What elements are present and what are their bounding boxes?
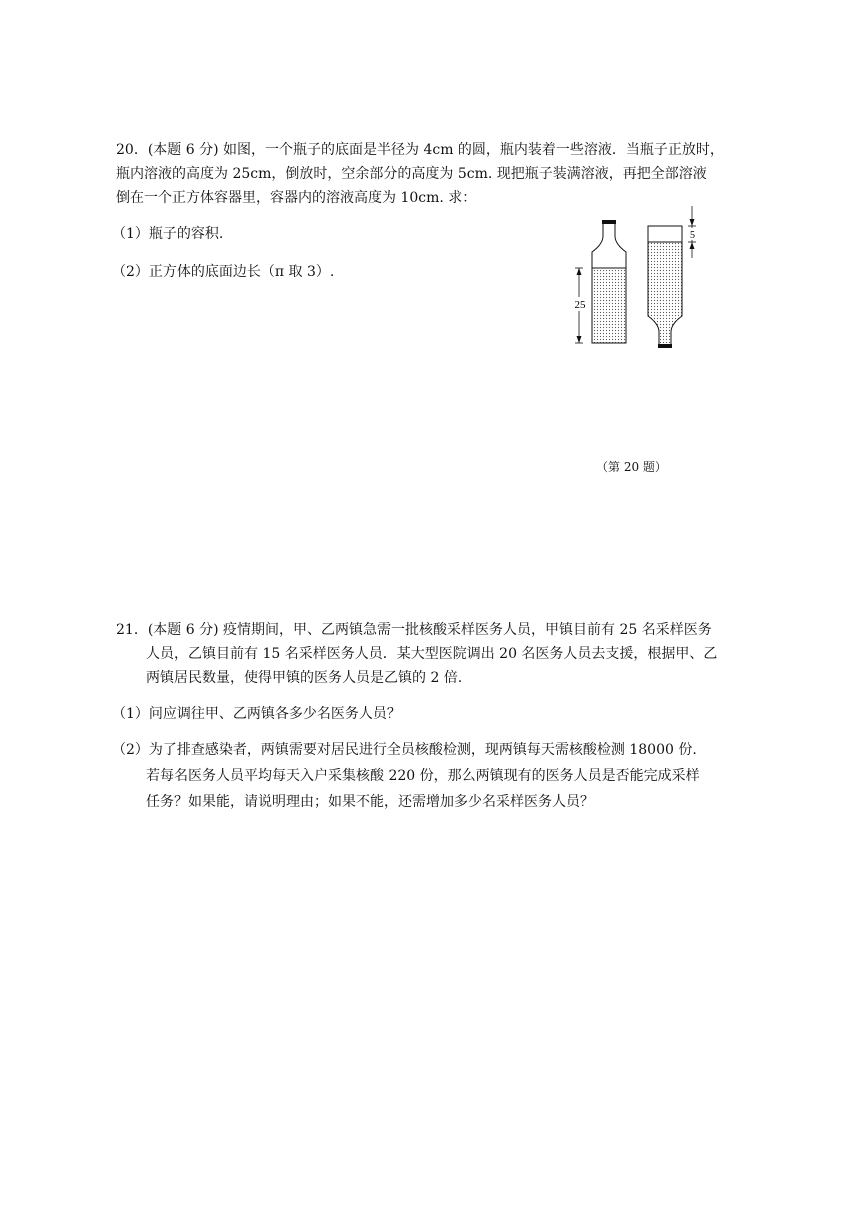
q21-sub-question-1: （1）问应调往甲、乙两镇各多少名医务人员？ — [112, 706, 401, 722]
inverted-bottle — [648, 206, 698, 348]
label-5: 5 — [690, 230, 695, 241]
q21-line-3: 两镇居民数量，使得甲镇的医务人员是乙镇的 2 倍. — [146, 670, 463, 686]
upright-bottle — [572, 220, 626, 343]
bottle-diagram-svg — [560, 200, 710, 360]
q21-line-1: 21．(本题 6 分) 疫情期间，甲、乙两镇急需一批核酸采样医务人员，甲镇目前有 25 名采样医务 — [116, 622, 712, 638]
q20-line-2: 瓶内溶液的高度为 25cm，倒放时，空余部分的高度为 5cm. 现把瓶子装满溶液，再把全部溶液 — [116, 166, 707, 182]
q21-sub-question-2-line-1: （2）为了排查感染者，两镇需要对居民进行全员核酸检测，现两镇每天需核酸检测 18000 份. — [112, 742, 697, 758]
q20-sub-question-2: （2）正方体的底面边长（π 取 3）. — [112, 264, 335, 280]
q20-line-1: 20．(本题 6 分) 如图，一个瓶子的底面是半径为 4cm 的圆，瓶内装着一些溶液．当瓶子正放时， — [116, 142, 724, 158]
figure-caption: （第 20 题） — [596, 460, 667, 474]
q20-line-3: 倒在一个正方体容器里，容器内的溶液高度为 10cm. 求： — [116, 190, 477, 206]
bottle-diagram — [560, 200, 710, 360]
q20-sub-question-1: （1）瓶子的容积. — [112, 226, 224, 242]
q21-sub-question-2-line-3: 任务？如果能，请说明理由；如果不能，还需增加多少名采样医务人员？ — [146, 794, 594, 810]
q21-sub-question-2-line-2: 若每名医务人员平均每天入户采集核酸 220 份，那么两镇现有的医务人员是否能完成采样 — [146, 768, 700, 784]
q21-line-2: 人员，乙镇目前有 15 名采样医务人员．某大型医院调出 20 名医务人员去支援，根据甲、乙 — [146, 646, 718, 662]
label-25: 25 — [574, 299, 586, 311]
